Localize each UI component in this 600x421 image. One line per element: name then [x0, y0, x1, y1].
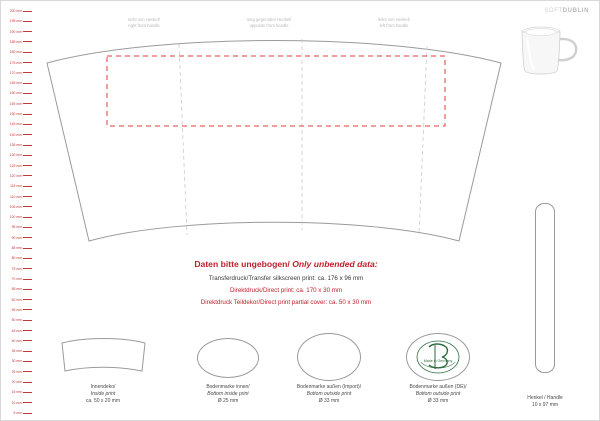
ruler-tick: [5, 399, 39, 407]
ruler-tick-mark: [23, 21, 32, 22]
ruler-tick-label: 15 mm: [11, 390, 22, 395]
ruler-tick-label: 170 mm: [9, 70, 22, 75]
ruler-tick-mark: [23, 351, 32, 352]
ruler-tick-label: 75 mm: [11, 266, 22, 271]
ruler-tick: [5, 203, 39, 211]
ruler-tick-label: 115 mm: [10, 184, 22, 189]
ruler-tick-label: 130 mm: [9, 153, 22, 158]
ruler-tick: [5, 275, 39, 283]
ruler-tick-mark: [23, 392, 32, 393]
ruler-tick-mark: [23, 340, 32, 341]
ruler-tick-label: 165 mm: [9, 81, 22, 86]
ruler-tick-mark: [23, 103, 32, 104]
ruler-tick-label: 145 mm: [9, 122, 22, 127]
ruler-tick-label: 40 mm: [11, 338, 22, 343]
ruler-tick-label: 65 mm: [11, 287, 22, 292]
ruler-tick-label: 140 mm: [9, 132, 22, 137]
ruler-tick-mark: [23, 248, 32, 249]
print-specs-headline: Daten bitte ungebogen/ Only unbended data:: [194, 259, 378, 269]
ruler-tick-label: 180 mm: [9, 50, 22, 55]
ruler-tick-mark: [23, 320, 32, 321]
ruler-tick: [5, 388, 39, 396]
bottom-inside-print-caption: Bodenmarke innen/ Bottom inside print Ø 25 mm: [206, 384, 250, 404]
ruler-tick-label: 155 mm: [9, 101, 22, 106]
ruler-tick: [5, 347, 39, 355]
ruler-tick: [5, 59, 39, 67]
ruler-tick: [5, 79, 39, 87]
ruler-tick: [5, 316, 39, 324]
ruler-tick-mark: [23, 279, 32, 280]
ruler-tick-mark: [23, 361, 32, 362]
ruler-tick-label: 90 mm: [11, 235, 22, 240]
ruler-tick: [5, 213, 39, 221]
ruler-tick: [5, 223, 39, 231]
ruler-tick-mark: [23, 31, 32, 32]
ruler-tick-mark: [23, 217, 32, 218]
ruler-tick-mark: [23, 41, 32, 42]
ruler-tick-label: 105 mm: [9, 204, 22, 209]
ruler-tick: [5, 244, 39, 252]
ruler-tick-mark: [23, 83, 32, 84]
ruler-tick: [5, 89, 39, 97]
ruler-tick: [5, 69, 39, 77]
ruler-tick: [5, 368, 39, 376]
ruler-tick-label: 200 mm: [9, 9, 22, 13]
ruler-tick: [5, 28, 39, 36]
ruler-tick-mark: [23, 413, 32, 414]
ruler-tick-label: 160 mm: [9, 91, 22, 96]
ruler-tick-label: 50 mm: [11, 318, 22, 323]
ruler-tick-mark: [23, 371, 32, 372]
top-label-right-from-handle: sicht von Henkel/ right from handle: [128, 17, 160, 28]
print-spec-transfer: Transferdruck/Transfer silkscreen print: ca. 176 x 96 mm: [208, 275, 364, 282]
ruler-tick-mark: [23, 145, 32, 146]
ruler-tick-mark: [23, 52, 32, 53]
brand-label: [544, 8, 589, 14]
ruler-tick-label: 125 mm: [9, 163, 22, 168]
ruler-tick-mark: [23, 11, 32, 12]
ruler-tick-mark: [23, 268, 32, 269]
bottom-outside-print-import-caption: Bodenmarke außen (Import)/ Bottom outside print Ø 33 mm: [296, 384, 362, 404]
ruler-tick-label: 35 mm: [11, 349, 22, 354]
made-in-germany-logo-icon: [411, 337, 465, 377]
ruler-tick-label: 80 mm: [11, 256, 22, 261]
handle-shape: [535, 203, 555, 373]
ruler-tick-mark: [23, 72, 32, 73]
wrap-dieline: [39, 11, 509, 281]
ruler-tick-mark: [23, 330, 32, 331]
ruler-scale: [5, 7, 39, 415]
inside-print-shape: [56, 335, 151, 377]
ruler-tick-mark: [23, 93, 32, 94]
ruler-tick-label: 5 mm: [13, 411, 22, 415]
ruler-tick: [5, 378, 39, 386]
ruler-tick-label: 195 mm: [9, 19, 22, 24]
ruler-tick: [5, 120, 39, 128]
wrap-outline: [47, 41, 501, 242]
ruler-tick: [5, 306, 39, 314]
mug-illustration: [507, 19, 585, 79]
ruler-tick-label: 110 mm: [10, 194, 22, 199]
print-spec-partial: Direktdruck Teildekor/Direct print partial cover: ca. 50 x 30 mm: [200, 299, 372, 306]
ruler-tick: [5, 296, 39, 304]
ruler-tick: [5, 151, 39, 159]
ruler-tick: [5, 337, 39, 345]
ruler-tick-mark: [23, 258, 32, 259]
ruler-tick-label: 25 mm: [11, 369, 22, 374]
ruler-tick-mark: [23, 237, 32, 238]
ruler-tick-mark: [23, 186, 32, 187]
ruler-tick-mark: [23, 382, 32, 383]
ruler-tick-label: 190 mm: [9, 29, 22, 34]
made-in-germany-logo-text: Made in Germany: [423, 359, 453, 363]
ruler-tick: [5, 38, 39, 46]
ruler-tick-label: 95 mm: [11, 225, 22, 230]
ruler-tick: [5, 131, 39, 139]
ruler-tick-label: 30 mm: [11, 359, 22, 364]
ruler-tick-label: 185 mm: [9, 39, 22, 44]
ruler-tick: [5, 409, 39, 417]
ruler-tick-mark: [23, 134, 32, 135]
ruler-tick-mark: [23, 175, 32, 176]
ruler-tick-label: 70 mm: [11, 277, 22, 281]
ruler-tick-mark: [23, 206, 32, 207]
ruler-tick: [5, 48, 39, 56]
top-label-opposite-from-handle: müg gegenüber Henkel/ opposite from handle: [246, 17, 292, 28]
ruler-tick-mark: [23, 299, 32, 300]
ruler-tick: [5, 254, 39, 262]
ruler-tick: [5, 7, 39, 15]
ruler-tick-label: 135 mm: [9, 143, 22, 147]
ruler-tick-mark: [23, 227, 32, 228]
ruler-tick: [5, 327, 39, 335]
ruler-tick-mark: [23, 124, 32, 125]
ruler-tick-mark: [23, 289, 32, 290]
ruler-tick-label: 60 mm: [11, 297, 22, 302]
ruler-tick-mark: [23, 309, 32, 310]
ruler-tick-label: 175 mm: [9, 60, 22, 65]
handle-caption: Henkel / Handle 10 x 97 mm: [527, 395, 563, 408]
ruler-tick-label: 55 mm: [11, 307, 22, 312]
ruler-tick-label: 20 mm: [11, 380, 22, 385]
ruler-tick-label: 120 mm: [9, 173, 22, 178]
ruler-tick: [5, 17, 39, 25]
ruler-tick-mark: [23, 196, 32, 197]
ruler-tick: [5, 285, 39, 293]
print-specs-block: [121, 259, 451, 306]
brand-prefix: SOFT: [544, 8, 563, 14]
ruler-tick-mark: [23, 62, 32, 63]
ruler-tick-label: 10 mm: [11, 400, 22, 405]
print-spec-direct: Direktdruck/Direct print: ca. 170 x 30 mm: [229, 287, 343, 294]
ruler-tick-label: 45 mm: [11, 328, 22, 333]
ruler-tick: [5, 172, 39, 180]
ruler-tick-label: 150 mm: [9, 112, 22, 117]
inside-print-caption: Innendeko/ Inside print ca. 50 x 20 mm: [85, 384, 121, 404]
top-label-left-from-handle: links von Henkel/ left from handle: [378, 17, 410, 28]
ruler-tick-label: 85 mm: [11, 246, 22, 251]
ruler-tick: [5, 110, 39, 118]
ruler-tick-mark: [23, 155, 32, 156]
ruler-tick-label: 100 mm: [9, 215, 22, 220]
ruler-tick: [5, 193, 39, 201]
ruler-tick-mark: [23, 114, 32, 115]
ruler-tick: [5, 182, 39, 190]
ruler-tick: [5, 100, 39, 108]
brand-name: DUBLIN: [562, 8, 589, 14]
ruler-tick: [5, 234, 39, 242]
bottom-outside-print-de-caption: Bodenmarke außen (DE)/ Bottom outside print Ø 33 mm: [409, 384, 467, 404]
bottom-inside-print-shape: [197, 338, 259, 378]
ruler-tick: [5, 357, 39, 365]
ruler-tick: [5, 141, 39, 149]
ruler-tick-mark: [23, 402, 32, 403]
ruler-tick-mark: [23, 165, 32, 166]
bottom-outside-print-import-shape: [297, 333, 361, 381]
ruler-tick: [5, 162, 39, 170]
ruler-tick: [5, 265, 39, 273]
